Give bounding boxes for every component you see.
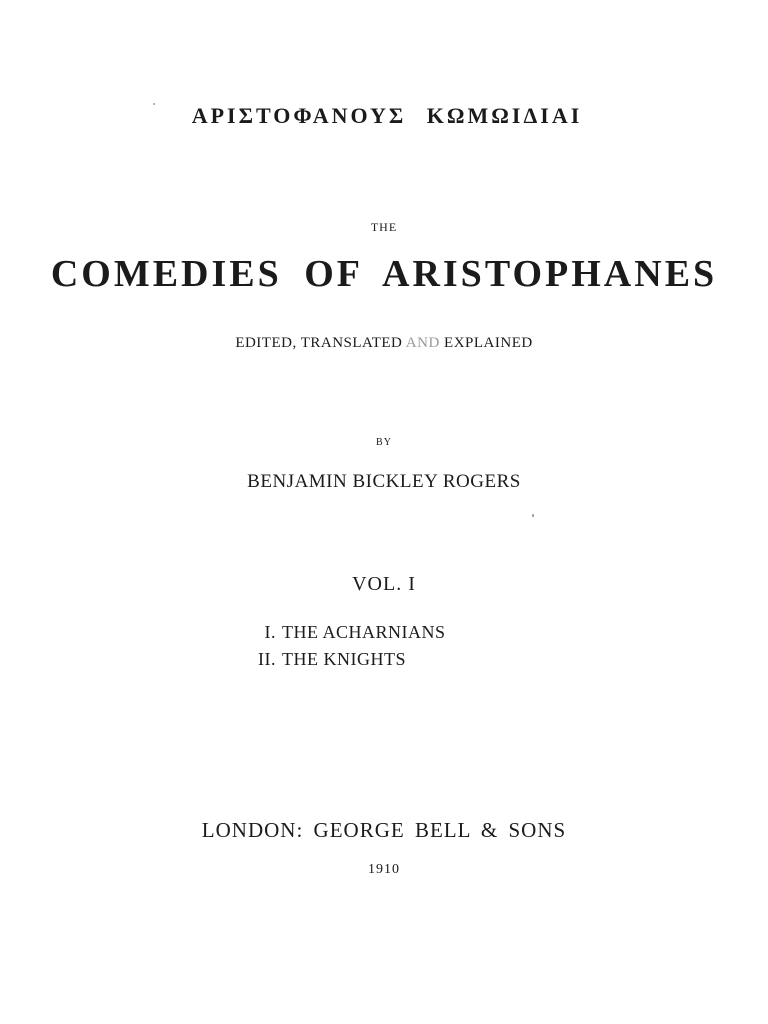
author-name: BENJAMIN BICKLEY ROGERS — [247, 471, 521, 492]
contents-item-title: THE KNIGHTS — [282, 649, 406, 669]
ink-speck — [532, 514, 534, 517]
contents-item — [258, 646, 446, 673]
editorial-note-end: EXPLAINED — [439, 335, 533, 351]
the-label: THE — [370, 220, 398, 234]
editorial-note — [0, 335, 768, 352]
contents-item-number: II. — [258, 649, 276, 669]
contents-item — [258, 619, 446, 646]
volume-label: VOL. I — [352, 573, 416, 595]
main-title: COMEDIES OF ARISTOPHANES — [50, 253, 718, 295]
greek-title: ΑΡΙΣΤΟΦΑΝΟΥΣ ΚΩΜΩΙΔΙΑΙ — [191, 103, 583, 128]
editorial-note-start: EDITED, TRANSLATED — [235, 335, 406, 351]
publication-year: 1910 — [368, 862, 400, 877]
publisher-imprint: LONDON: GEORGE BELL & SONS — [201, 818, 567, 842]
by-label: BY — [376, 437, 392, 448]
contents-item-title: THE ACHARNIANS — [282, 622, 446, 642]
contents-list — [258, 619, 446, 673]
contents-item-number: I. — [264, 622, 276, 642]
editorial-note-faded-word: AND — [405, 335, 440, 351]
